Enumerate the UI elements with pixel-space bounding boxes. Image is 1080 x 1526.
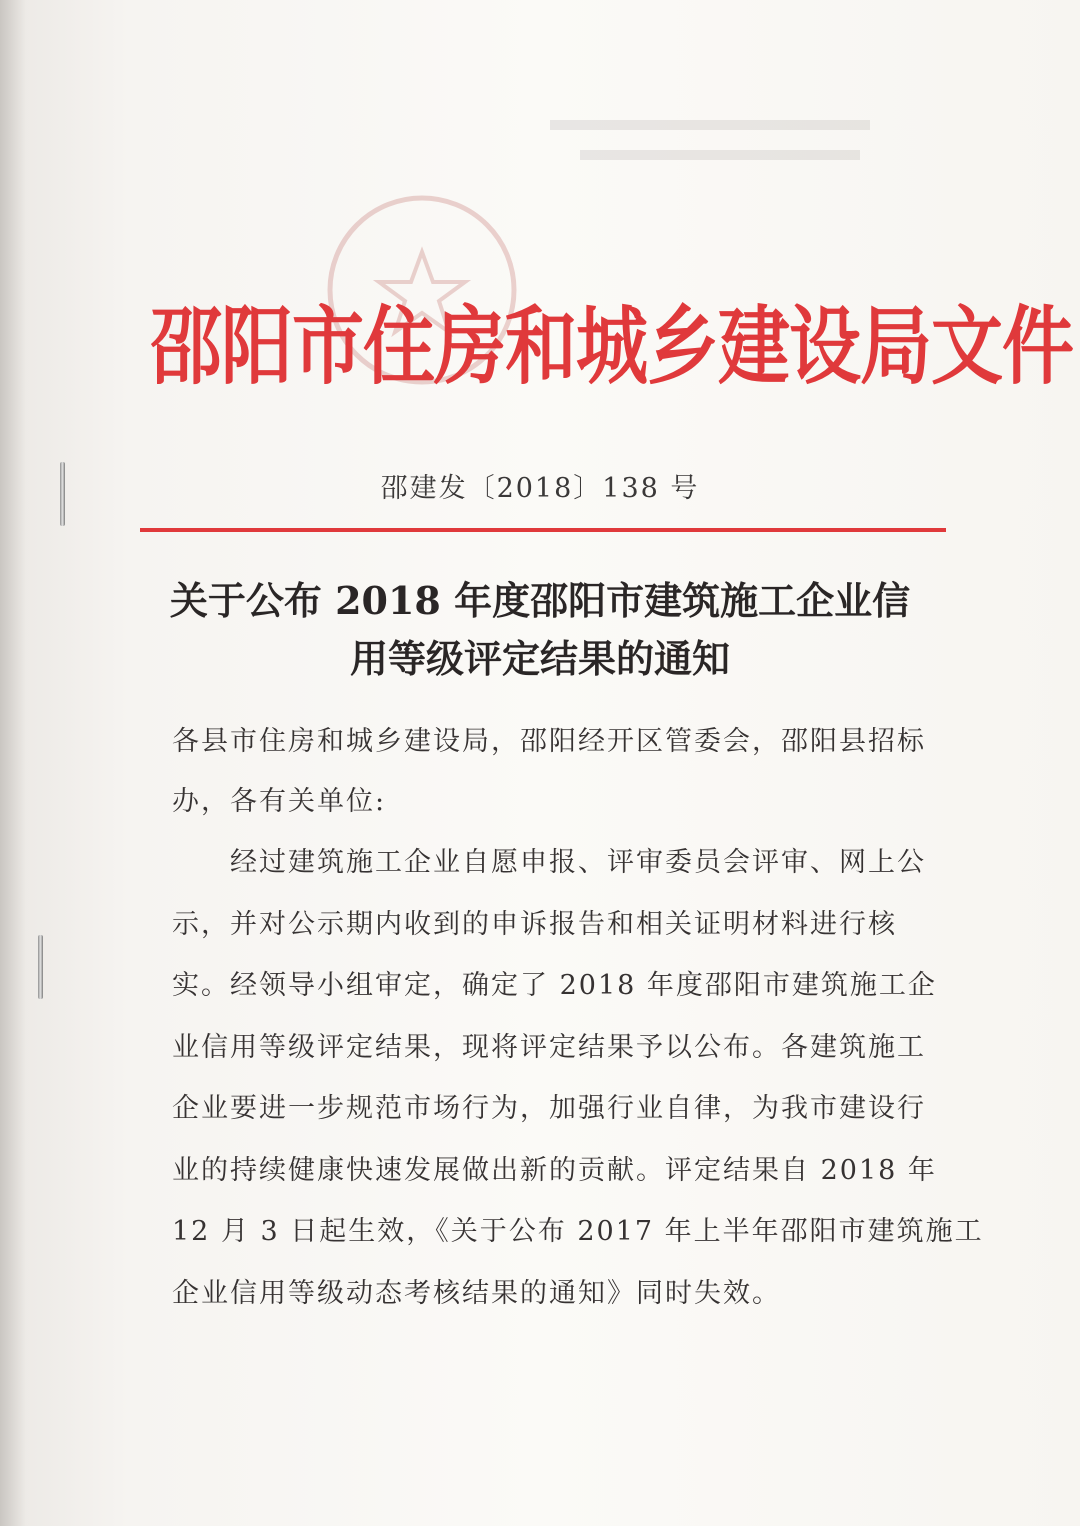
staple-bottom <box>38 935 43 999</box>
notice-title <box>150 572 930 688</box>
bleed-through-text <box>540 108 880 178</box>
notice-title-line: 关于公布 2018 年度邵阳市建筑施工企业信 <box>169 578 911 623</box>
red-divider-line <box>140 528 946 532</box>
body-line: 业的持续健康快速发展做出新的贡献。评定结果自 2018 年 <box>172 1154 937 1186</box>
page-edge-shadow <box>0 0 26 1526</box>
addressee-line: 各县市住房和城乡建设局，邵阳经开区管委会，邵阳县招标 <box>172 726 926 757</box>
body-line: 企业要进一步规范市场行为，加强行业自律，为我市建设行 <box>172 1093 926 1124</box>
body-line: 业信用等级评定结果，现将评定结果予以公布。各建筑施工 <box>172 1031 926 1063</box>
body-line: 示，并对公示期内收到的申诉报告和相关证明材料进行核 <box>172 908 897 940</box>
notice-title-line: 用等级评定结果的通知 <box>349 636 730 681</box>
agency-header-title: 邵阳市住房和城乡建设局文件 <box>150 296 1074 396</box>
staple-top <box>60 462 65 526</box>
body-line: 企业信用等级动态考核结果的通知》同时失效。 <box>172 1277 781 1309</box>
document-number: 邵建发〔2018〕138 号 <box>380 473 700 504</box>
body-paragraph <box>172 832 984 1324</box>
body-line: 实。经领导小组审定，确定了 2018 年度邵阳市建筑施工企 <box>172 970 937 1001</box>
body-line: 经过建筑施工企业自愿申报、评审委员会评审、网上公 <box>230 847 926 878</box>
addressee-block <box>172 712 926 832</box>
body-line: 12 月 3 日起生效，《关于公布 2017 年上半年邵阳市建筑施工 <box>172 1216 984 1247</box>
addressee-line: 办，各有关单位: <box>172 786 387 817</box>
